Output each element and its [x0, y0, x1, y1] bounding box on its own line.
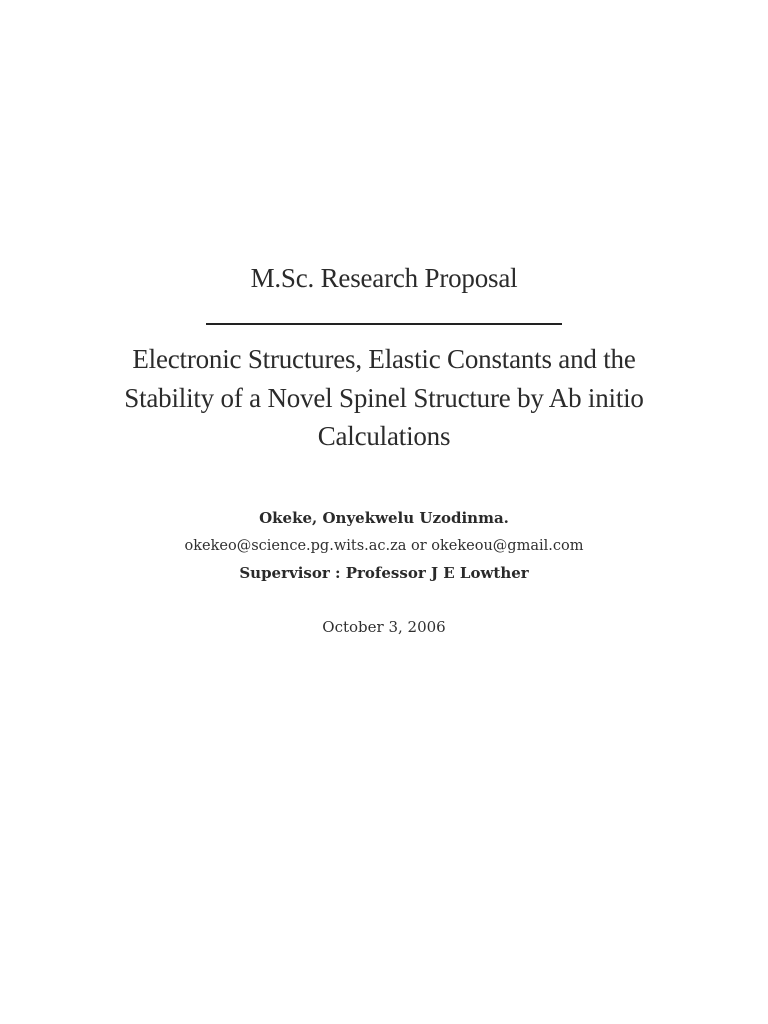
heading-divider: [206, 323, 562, 325]
document-date: October 3, 2006: [322, 618, 446, 636]
author-name: Okeke, Onyekwelu Uzodinma.: [259, 509, 509, 527]
proposal-title: [0, 340, 768, 456]
title-line-3: Calculations: [317, 421, 451, 451]
title-line-1: Electronic Structures, Elastic Constants and the: [132, 344, 636, 374]
author-email: okekeo@science.pg.wits.ac.za or okekeou@gmail.com: [184, 538, 584, 554]
proposal-heading: M.Sc. Research Proposal: [250, 263, 518, 293]
supervisor-line: Supervisor : Professor J E Lowther: [239, 564, 529, 582]
title-line-2: Stability of a Novel Spinel Structure by Ab initio: [124, 382, 644, 413]
